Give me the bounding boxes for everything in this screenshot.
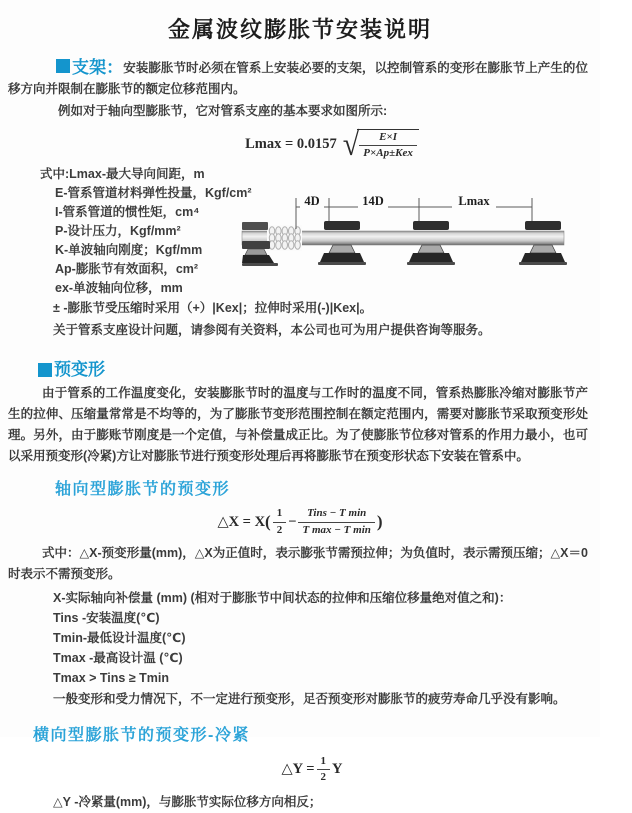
variable-definition: K-单波轴向刚度；Kgf/mm (55, 243, 203, 258)
axial-variable: Tmin-最低设计温度(℃) (53, 630, 186, 645)
close-paren: ) (376, 512, 383, 532)
axial-variable: X-实际轴向补偿量 (mm) (相对于膨胀节中间状态的拉伸和压缩位移量绝对值之和)： (53, 590, 512, 605)
lmax-formula-denominator: P×Ap±Kex (363, 147, 413, 160)
half-denominator: 2 (320, 770, 326, 783)
dim-label-14d: 14D (362, 194, 384, 209)
variable-definition: ex-单波轴向位移，mm (55, 281, 183, 296)
deltay-description: △Y -冷紧量(mm)，与膨胀节实际位移方向相反； (53, 795, 322, 810)
bracket-section-label: 支架： (72, 58, 124, 77)
deltax-formula-lhs: △X = X (217, 514, 266, 531)
bracket-intro-text: 安装膨胀节时必须在管系上安装必要的支架，以控制管系的变形在膨胀节上产生的位移方向并限制在膨胀节的额定位移范围内。 (8, 61, 588, 96)
variable-definition: I-管系管道的惯性矩，cm⁴ (55, 205, 200, 220)
axial-variable: Tmax -最高设计温 (℃) (53, 650, 183, 665)
axial-variables-block (53, 588, 592, 688)
minus-sign: − (288, 513, 297, 530)
lmax-formula (32, 125, 632, 163)
lateral-subheading: 横向型膨胀节的预变形-冷紧 (33, 726, 250, 744)
axial-variable: Tins -安装温度(℃) (53, 610, 160, 625)
bracket-example-text: 例如对于轴向型膨胀节，它对管系支座的基本要求如图所示: (58, 104, 388, 118)
axial-subheading: 轴向型膨胀节的预变形 (55, 481, 231, 499)
variable-definition: E-管系管道材料弹性投量，Kgf/cm² (55, 186, 252, 201)
deltay-formula (12, 755, 612, 784)
deltax-formula (0, 507, 600, 536)
consult-note: 关于管系支座设计问题，请参阅有关资料，本公司也可为用户提供咨询等服务。 (53, 323, 491, 338)
lmax-formula-numerator: E×I (359, 131, 417, 146)
half-numerator: 1 (273, 507, 287, 522)
plus-minus-note: ± -膨胀节受压缩时采用（+）|Kex|；拉伸时采用(-)|Kex|。 (53, 301, 373, 316)
bracket-intro-paragraph (8, 57, 588, 100)
lmax-formula-radicand (357, 129, 419, 160)
one-half-fraction (273, 507, 287, 536)
deltax-numerator: Tins − T min (298, 507, 374, 522)
preform-section-label: 预变形 (54, 360, 105, 380)
one-half-fraction (317, 755, 331, 784)
page-title: 金属波纹膨胀节安装说明 (167, 17, 432, 42)
half-numerator: 1 (317, 755, 331, 770)
half-denominator: 2 (276, 523, 283, 536)
dim-label-lmax: Lmax (458, 194, 490, 209)
open-paren: ( (265, 512, 271, 532)
axial-note: 一般变形和受力情况下，不一定进行预变形，足否预变形对膨胀节的疲劳寿命几乎没有影响。 (53, 691, 566, 706)
lmax-formula-lhs: Lmax = 0.0157 (245, 136, 337, 153)
preform-section-heading (38, 355, 600, 380)
deltax-denominator: T max − T min (302, 523, 371, 536)
variable-definition: P-设计压力，Kgf/mm² (55, 224, 181, 239)
section-marker-icon (56, 59, 70, 73)
deltax-description: 式中：△X-预变形量(mm)，△X为正值时，表示膨张节需预拉伸；为负值时，表示需预压缩；△X＝0时表示不需预变形。 (8, 545, 588, 581)
variable-definition: Ap-膨胀节有效面积，cm² (55, 262, 199, 277)
preform-paragraph: 由于管系的工作温度变化，安装膨胀节时的温度与工作时的温度不同，管系热膨胀冷缩对膨胀节产生的拉伸、压缩量常常是不均等的，为了膨胀节变形范围控制在额定范围内，需要对膨胀节采取预变形处理。另外，由于膨账节刚度是一个定值，与补偿量成正比。为了使膨胀节位移对管系的作用力最小，也可以采用预变形(冷紧)方让对膨胀节进行预变形处理后再将膨胀节在预变形状态下安装在管系中。 (8, 386, 588, 464)
dim-label-4d: 4D (304, 194, 320, 209)
sqrt-icon: √ (342, 125, 360, 163)
deltay-formula-lhs: △Y = (281, 761, 315, 778)
axial-variable: Tmax > Tins ≥ Tmin (53, 670, 170, 685)
section-marker-icon (38, 363, 52, 377)
variable-definitions-block (40, 165, 592, 340)
bellows (267, 225, 302, 251)
deltay-formula-rhs: Y (332, 760, 343, 777)
temperature-fraction (298, 507, 374, 536)
support-requirement-diagram (242, 191, 572, 291)
variable-definition: 式中:Lmax-最大导向间距，m (40, 167, 205, 182)
